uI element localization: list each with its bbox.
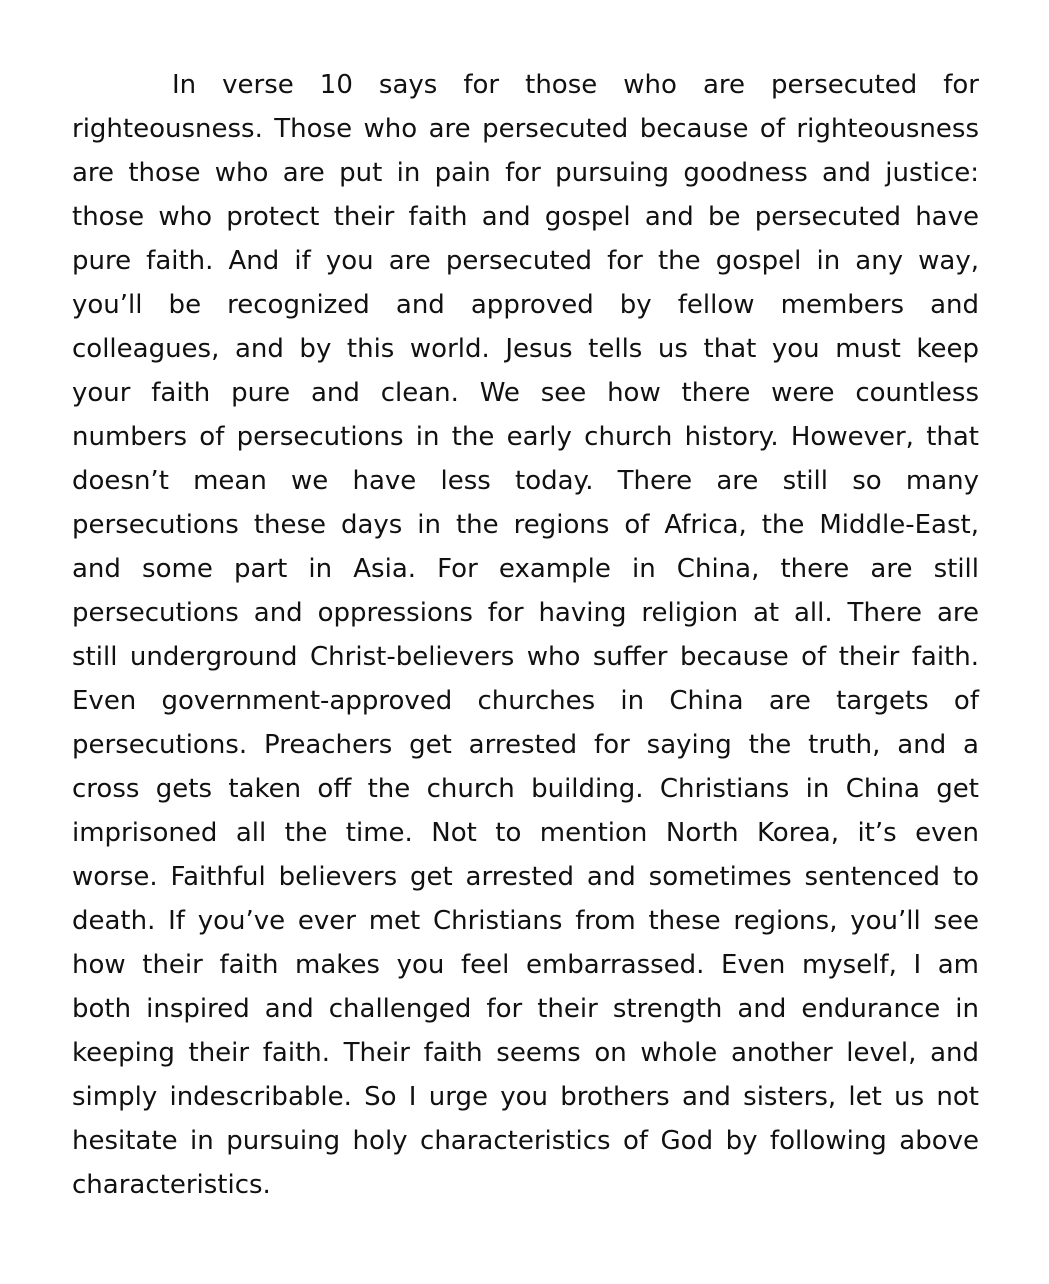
text-line-12: and some part in Asia. For example in China, there are still [72, 554, 979, 584]
text-line-14: still underground Christ-believers who suffer because of their faith. [72, 642, 979, 672]
text-line-18: imprisoned all the time. Not to mention North Korea, it’s even [72, 818, 979, 848]
text-line-7: colleagues, and by this world. Jesus tells us that you must keep [72, 334, 979, 364]
text-line-1: In verse 10 says for those who are persecuted for [172, 70, 979, 100]
text-line-13: persecutions and oppressions for having religion at all. There are [72, 598, 979, 628]
text-line-8: your faith pure and clean. We see how there were countless [72, 378, 979, 408]
text-line-25: hesitate in pursuing holy characteristics of God by following above [72, 1126, 979, 1156]
text-line-9: numbers of persecutions in the early church history. However, that [72, 422, 979, 452]
text-line-10: doesn’t mean we have less today. There are still so many [72, 466, 979, 496]
text-line-17: cross gets taken off the church building. Christians in China get [72, 774, 979, 804]
text-line-22: both inspired and challenged for their strength and endurance in [72, 994, 979, 1024]
text-line-5: pure faith. And if you are persecuted for the gospel in any way, [72, 246, 979, 276]
text-line-2: righteousness. Those who are persecuted because of righteousness [72, 114, 979, 144]
text-line-24: simply indescribable. So I urge you brothers and sisters, let us not [72, 1082, 979, 1112]
text-line-11: persecutions these days in the regions of Africa, the Middle-East, [72, 510, 979, 540]
paragraph [72, 63, 979, 1207]
text-line-15: Even government-approved churches in China are targets of [72, 686, 979, 716]
text-line-16: persecutions. Preachers get arrested for saying the truth, and a [72, 730, 979, 760]
text-line-4: those who protect their faith and gospel and be persecuted have [72, 202, 979, 232]
text-line-6: you’ll be recognized and approved by fellow members and [72, 290, 979, 320]
text-line-23: keeping their faith. Their faith seems on whole another level, and [72, 1038, 979, 1068]
text-line-3: are those who are put in pain for pursuing goodness and justice: [72, 158, 979, 188]
text-line-26: characteristics. [72, 1170, 271, 1200]
text-line-19: worse. Faithful believers get arrested and sometimes sentenced to [72, 862, 979, 892]
text-line-21: how their faith makes you feel embarrassed. Even myself, I am [72, 950, 979, 980]
text-line-20: death. If you’ve ever met Christians from these regions, you’ll see [72, 906, 979, 936]
